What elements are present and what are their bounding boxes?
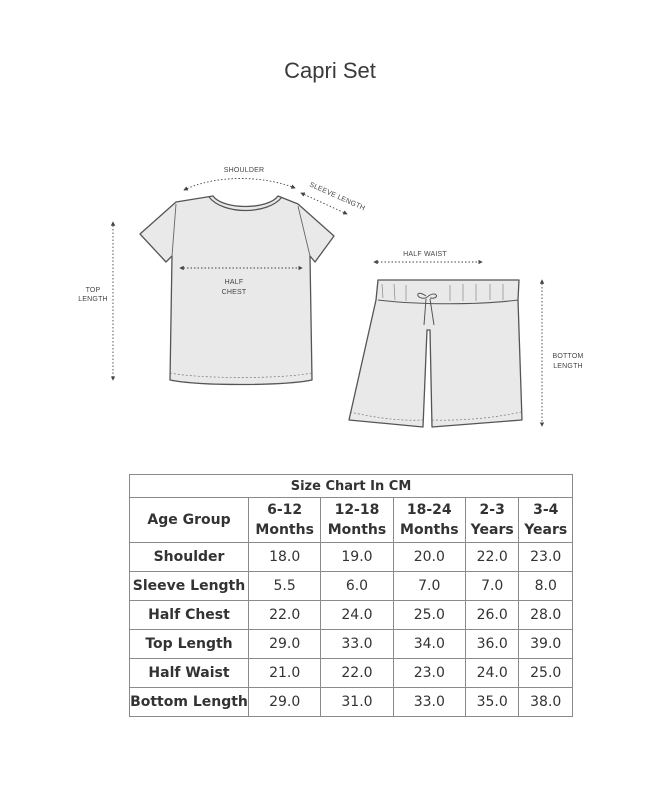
table-cell: 29.0 — [249, 688, 321, 717]
row-label: Top Length — [130, 630, 249, 659]
table-cell: 19.0 — [321, 543, 393, 572]
table-cell: 22.0 — [249, 601, 321, 630]
table-cell: 21.0 — [249, 659, 321, 688]
table-cell: 33.0 — [393, 688, 465, 717]
row-label: Shoulder — [130, 543, 249, 572]
table-cell: 34.0 — [393, 630, 465, 659]
table-cell: 24.0 — [321, 601, 393, 630]
table-row — [130, 659, 573, 688]
size-chart-table — [129, 474, 573, 717]
table-cell: 5.5 — [249, 572, 321, 601]
table-cell: 35.0 — [465, 688, 519, 717]
row-label: Half Chest — [130, 601, 249, 630]
table-row — [130, 572, 573, 601]
column-header: 3-4 Years — [519, 498, 573, 543]
table-cell: 22.0 — [321, 659, 393, 688]
table-cell: 26.0 — [465, 601, 519, 630]
half-chest-label-line1: HALF — [224, 279, 244, 286]
table-cell: 24.0 — [465, 659, 519, 688]
table-row — [130, 543, 573, 572]
row-label: Bottom Length — [130, 688, 249, 717]
row-label: Half Waist — [130, 659, 249, 688]
table-cell: 33.0 — [321, 630, 393, 659]
table-row — [130, 688, 573, 717]
table-cell: 28.0 — [519, 601, 573, 630]
top-length-label-line2: LENGTH — [78, 296, 108, 303]
table-cell: 25.0 — [519, 659, 573, 688]
table-cell: 7.0 — [465, 572, 519, 601]
size-chart-caption: Size Chart In CM — [130, 475, 573, 498]
table-cell: 6.0 — [321, 572, 393, 601]
top-length-label-line1: TOP — [85, 287, 101, 294]
bottom-length-label-line2: LENGTH — [553, 363, 583, 370]
table-cell: 23.0 — [393, 659, 465, 688]
table-cell: 23.0 — [519, 543, 573, 572]
sleeve-length-label: SLEEVE LENGTH — [308, 181, 367, 213]
column-header: 12-18 Months — [321, 498, 393, 543]
half-waist-label: HALF WAIST — [403, 251, 447, 258]
page-title: Capri Set — [284, 58, 376, 83]
row-label: Sleeve Length — [130, 572, 249, 601]
shoulder-label: SHOULDER — [223, 167, 265, 174]
column-header: 2-3 Years — [465, 498, 519, 543]
table-cell: 7.0 — [393, 572, 465, 601]
table-cell: 20.0 — [393, 543, 465, 572]
shoulder-measure-line — [184, 178, 295, 190]
column-header: 18-24 Months — [393, 498, 465, 543]
table-row — [130, 601, 573, 630]
column-header: 6-12 Months — [249, 498, 321, 543]
table-cell: 29.0 — [249, 630, 321, 659]
table-cell: 18.0 — [249, 543, 321, 572]
table-cell: 38.0 — [519, 688, 573, 717]
table-cell: 36.0 — [465, 630, 519, 659]
half-chest-label-line2: CHEST — [221, 289, 247, 296]
shorts-illustration — [349, 280, 522, 427]
table-cell: 25.0 — [393, 601, 465, 630]
table-cell: 39.0 — [519, 630, 573, 659]
age-group-header: Age Group — [130, 498, 249, 543]
table-cell: 31.0 — [321, 688, 393, 717]
table-row — [130, 630, 573, 659]
table-cell: 22.0 — [465, 543, 519, 572]
bottom-length-label-line1: BOTTOM — [552, 353, 584, 360]
table-cell: 8.0 — [519, 572, 573, 601]
